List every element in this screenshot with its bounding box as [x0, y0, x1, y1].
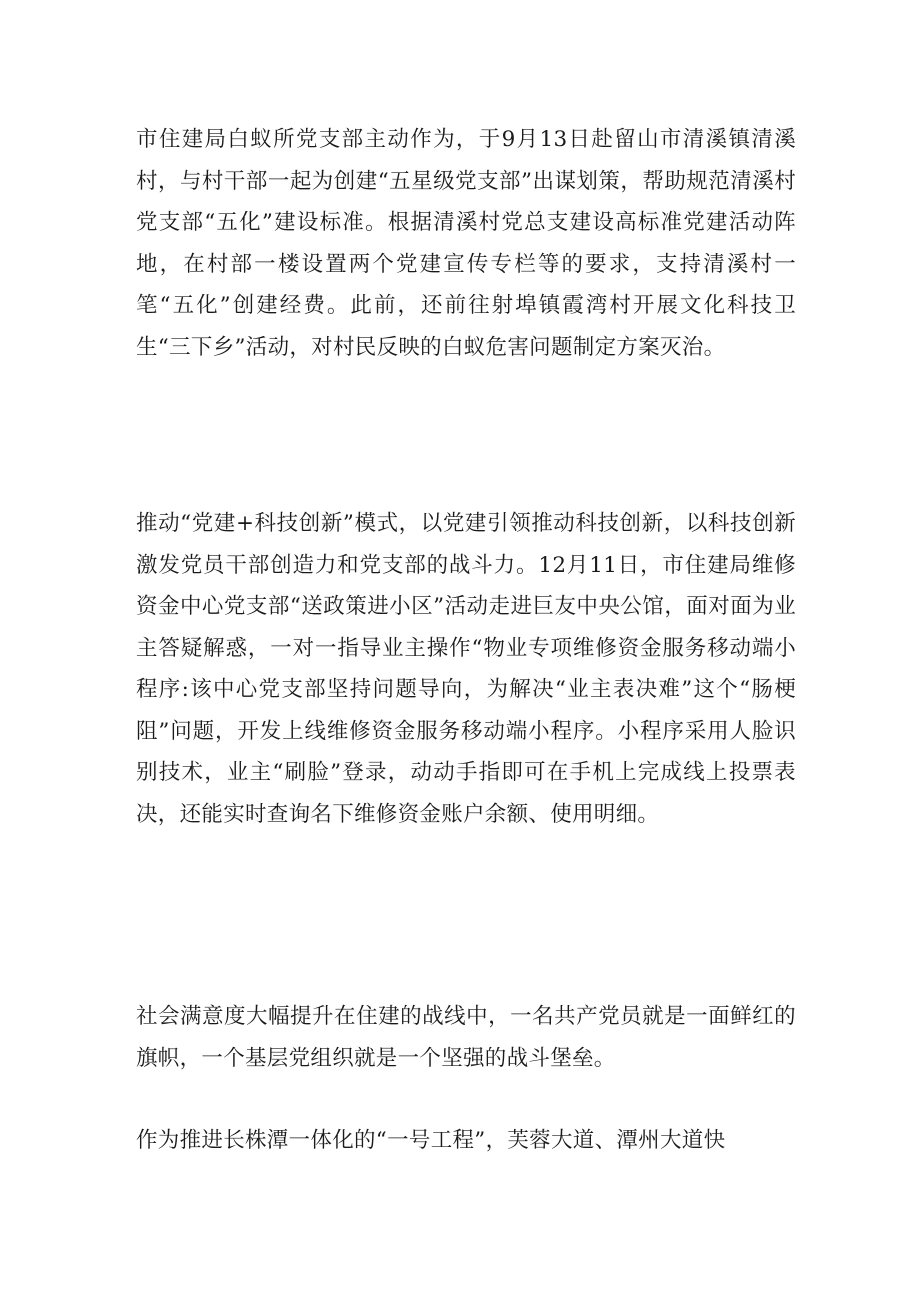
paragraph-tech-innovation: 推动“党建+科技创新”模式，以党建引领推动科技创新，以科技创新激发党员干部创造力和党支部的战斗力。12月11日，市住建局维修资金中心党支部“送政策进小区”活动走进巨友中央公馆，面对面为业主答疑解惑，一对一指导业主操作“物业专项维修资金服务移动端小程序:该中心党支部坚持问题导向，为解决“业主表决难”这个“肠梗阻”问题，开发上线维修资金服务移动端小程序。小程序采用人脸识别技术，业主“刷脸”登录，动动手指即可在手机上完成线上投票表决，还能实时查询名下维修资金账户余额、使用明细。: [136, 511, 796, 827]
paragraph-satisfaction: 社会满意度大幅提升在住建的战线中，一名共产党员就是一面鲜红的旗帜，一个基层党组织就是一个坚强的战斗堡垒。: [136, 1004, 796, 1071]
paragraph-number-one-project: 作为推进长株潭一体化的“一号工程”，芙蓉大道、潭州大道快: [136, 1128, 726, 1153]
paragraph-termite-office: 市住建局白蚁所党支部主动作为，于9月13日赴留山市清溪镇清溪村，与村干部一起为创建“五星级党支部”出谋划策，帮助规范清溪村党支部“五化”建设标准。根据清溪村党总支建设高标准党建活动阵地，在村部一楼设置两个党建宣传专栏等的要求，支持清溪村一笔“五化”创建经费。此前，还前往射埠镇霞湾村开展文化科技卫生“三下乡”活动，对村民反映的白蚁危害问题制定方案灭治。: [136, 127, 796, 360]
